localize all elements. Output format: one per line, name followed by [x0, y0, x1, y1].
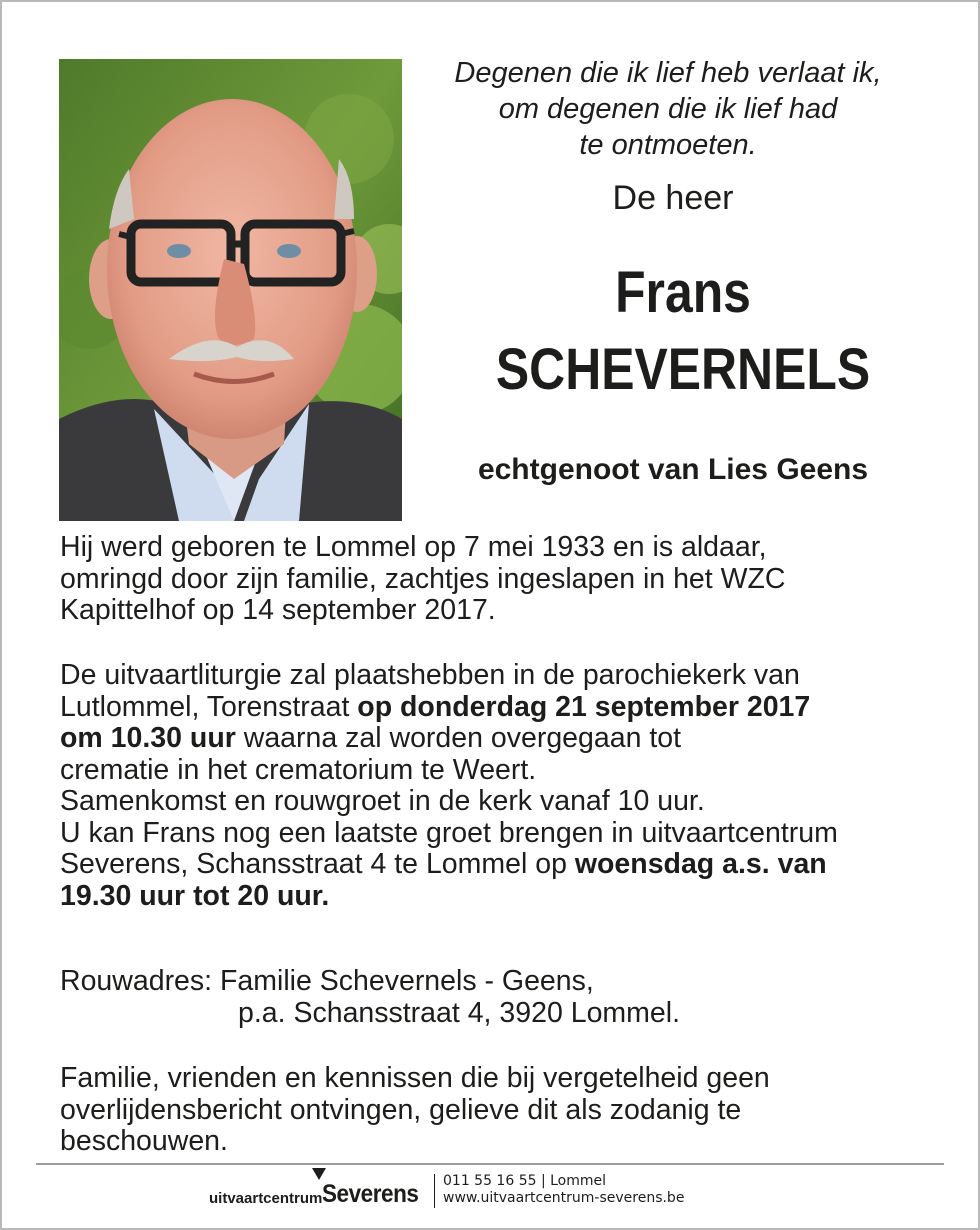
brand-prefix: uitvaartcentrum: [209, 1190, 323, 1207]
text-line: overlijdensbericht ontvingen, gelieve dit als zodanig te: [60, 1093, 742, 1126]
text-line: [60, 881, 940, 913]
notice-paragraph: [60, 1063, 940, 1158]
text-line: U kan Frans nog een laatste groet brengen in uitvaartcentrum: [60, 816, 838, 849]
quote-line: te ontmoeten.: [579, 129, 757, 161]
text-segment: waarna zal worden overgegaan tot: [235, 722, 682, 754]
text-line: Hij werd geboren te Lommel op 7 mei 1933 en is aldaar,: [60, 531, 767, 563]
text-line: p.a. Schansstraat 4, 3920 Lommel.: [238, 996, 681, 1029]
text-line: [60, 692, 940, 724]
website-link[interactable]: www.uitvaartcentrum-severens.be: [443, 1190, 685, 1206]
phone-location: 011 55 16 55 | Lommel: [443, 1173, 607, 1189]
text-line: Kapittelhof op 14 september 2017.: [60, 594, 496, 626]
honorific: De heer: [612, 179, 734, 217]
text-line: Rouwadres: Familie Schevernels - Geens,: [60, 965, 594, 997]
text-line: crematie in het crematorium te Weert.: [60, 753, 537, 786]
address-paragraph: [60, 966, 940, 1029]
text-line: Familie, vrienden en kennissen die bij vergetelheid geen: [60, 1062, 770, 1094]
brand-name: Severens: [322, 1180, 419, 1208]
text-line: Samenkomst en rouwgroet in de kerk vanaf 10 uur.: [60, 785, 705, 817]
portrait-photo: [59, 59, 402, 521]
text-line: [60, 849, 940, 881]
triangle-logo-icon: [312, 1168, 326, 1180]
text-line: De uitvaartliturgie zal plaatshebben in de parochiekerk van: [60, 659, 800, 691]
text-segment: Lutlommel, Torenstraat: [60, 690, 358, 723]
visitation-day: woensdag a.s. van: [574, 848, 827, 880]
memorial-quote: [418, 55, 918, 163]
funeral-time: om 10.30 uur: [60, 722, 236, 754]
footer-rule: [36, 1163, 944, 1165]
footer: [0, 1168, 980, 1224]
funeral-paragraph: [60, 660, 940, 912]
text-line: omringd door zijn familie, zachtjes ingeslapen in het WZC: [60, 562, 786, 595]
funeral-date: op donderdag 21 september 2017: [357, 690, 811, 723]
footer-divider: [434, 1174, 435, 1208]
deceased-last-name: SCHEVERNELS: [495, 337, 871, 402]
spouse-line: echtgenoot van Lies Geens: [477, 453, 869, 486]
deceased-first-name: Frans: [615, 260, 751, 325]
birth-paragraph: [60, 532, 940, 627]
visitation-time: 19.30 uur tot 20 uur.: [60, 879, 330, 912]
text-line: [60, 723, 940, 755]
quote-line: Degenen die ik lief heb verlaat ik,: [454, 57, 882, 89]
quote-line: om degenen die ik lief had: [498, 93, 838, 125]
text-line: beschouwen.: [60, 1125, 228, 1157]
text-segment: Severens, Schansstraat 4 te Lommel op: [60, 848, 575, 880]
